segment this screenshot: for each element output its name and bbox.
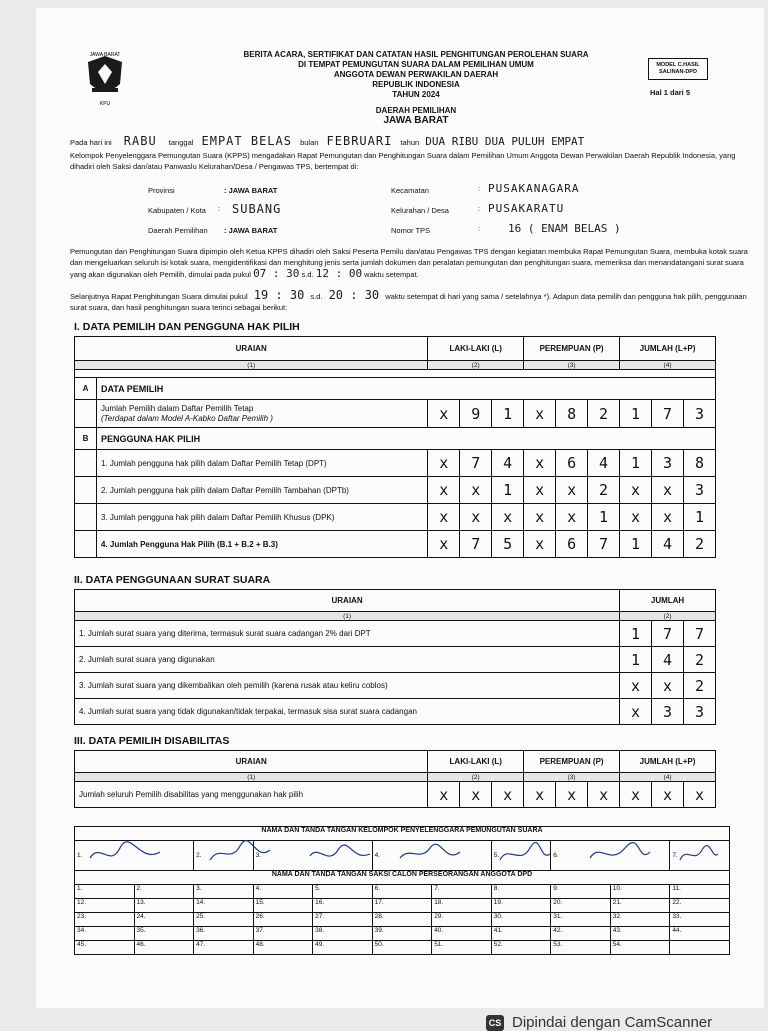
kpps-title: NAMA DAN TANDA TANGAN KELOMPOK PENYELENGGARA PEMUNGUTAN SUARA [75, 827, 730, 841]
table-row: 1. Jumlah pengguna hak pilih dalam Daftar Pemilih Tetap (DPT) x 7 4 x 6 4 1 3 8 [75, 450, 716, 477]
col-laki: LAKI-LAKI (L) [428, 337, 524, 361]
data-pemilih-heading: DATA PEMILIH [96, 378, 715, 400]
header-line: BERITA ACARA, SERTIFIKAT DAN CATATAN HASIL PENGHITUNGAN PEROLEHAN SUARA [243, 50, 589, 59]
model-box: MODEL C.HASIL SALINAN-DPD [648, 58, 708, 80]
time-paragraph: Pemungutan dan Penghitungan Suara dipimpin oleh Ketua KPPS dihadiri oleh Saksi Peserta Pemilu dan/atau Pengawas TPS dengan kegiatan membuka Rapat Pemungutan Suara, membuka kotak suara dan mengeluarkan seluruh isi kotak suara, mengidentifikasi dan menghitung jenis serta jumlah dokumen dan peralatan pemungutan dan penghitungan suara, memeriksa dan menandatangani surat suara yang akan digunakan oleh Pemilih, dimulai pada pukul 07 : 30 s.d. 12 : 00 waktu setempat. [70, 247, 748, 280]
saksi-row: 1. 2. 3. 4. 5. 6. 7. 8. 9. 10. 11. [75, 885, 730, 899]
start-time-1: 07 : 30 [253, 267, 300, 280]
kpu-logo [82, 50, 128, 108]
header-line: ANGGOTA DEWAN PERWAKILAN DAERAH [333, 70, 499, 79]
col-uraian: URAIAN [75, 337, 428, 361]
section-1-title: I. DATA PEMILIH DAN PENGGUNA HAK PILIH [74, 321, 300, 333]
camscanner-logo-icon: CS [486, 1015, 504, 1031]
col-jumlah: JUMLAH (L+P) [620, 337, 716, 361]
svg-text:KPU: KPU [99, 101, 111, 107]
year-value: DUA RIBU DUA PULUH EMPAT [425, 135, 585, 148]
section-2-title: II. DATA PENGGUNAAN SURAT SUARA [74, 574, 271, 586]
table-row: 4. Jumlah surat suara yang tidak digunakan/tidak terpakai, termasuk sisa surat suara cadangan x 3 3 [75, 699, 716, 725]
document-header [206, 50, 626, 126]
end-time-1: 12 : 00 [315, 267, 363, 280]
table-row: Jumlah seluruh Pemilih disabilitas yang menggunakan hak pilih x x x x x x x x x [75, 782, 716, 808]
kabupaten-value: SUBANG [232, 202, 282, 216]
kelurahan-value: PUSAKARATU [488, 202, 565, 215]
header-line: TAHUN 2024 [392, 90, 440, 99]
saksi-row: 45. 46. 47. 48. 49. 50. 51. 52. 53. 54. [75, 941, 730, 955]
document-page [36, 8, 764, 1008]
table-row: 4. Jumlah Pengguna Hak Pilih (B.1 + B.2 + B.3) x 7 5 x 6 7 1 4 2 [75, 531, 716, 558]
kpps-signatures-scribble [80, 838, 720, 870]
camscanner-watermark: CS Dipindai dengan CamScanner [486, 1014, 712, 1031]
section-3-table: URAIAN LAKI-LAKI (L) PEREMPUAN (P) JUMLAH (L+P) (1) (2) (3) (4) Jumlah seluruh Pemilih disabilitas yang menggunakan hak pilih x x x x x x x x x [74, 750, 716, 808]
table-row: 1. Jumlah surat suara yang diterima, termasuk surat suara cadangan 2% dari DPT 1 7 7 [75, 621, 716, 647]
table-row: Jumlah Pemilih dalam Daftar Pemilih Tetap (Terdapat dalam Model A-Kabko Daftar Pemilih ) x 9 1 x 8 2 1 7 3 [75, 400, 716, 428]
section-1-table: URAIAN LAKI-LAKI (L) PEREMPUAN (P) JUMLAH (L+P) (1) (2) (3) (4) A DATA PEMILIH Jumlah Pemilih dalam Daftar Pemilih Tetap (Terdapat dalam Model A-Kabko Daftar Pemilih ) x 9 1 x 8 2 1 7 3 B PENGGUNA HAK PILIH 1. Jumlah pengguna hak pilih dalam Daftar Pemilih Tetap (DPT) x 7 4 x 6 4 1 3 8 2. Jumlah pengguna hak pilih dalam Daftar Pemilih Tambahan (DPTb) x x 1 x x 2 x x 3 3. Jumlah pengguna hak pilih dalam Daftar Pemilih Khusus (DPK) x x x x x 1 x x 1 4. Jumlah Pengguna Hak Pilih (B.1 + B.2 + B.3) x 7 5 x 6 7 1 4 2 [74, 336, 716, 558]
region-label: DAERAH PEMILIHAN [375, 106, 457, 115]
intro-line: Pada hari ini RABU tanggal EMPAT BELAS bulan FEBRUARI tahun DUA RIBU DUA PULUH EMPAT [70, 134, 585, 148]
saksi-row: 34. 35. 36. 37. 38. 39. 40. 41. 42. 43. 44. [75, 927, 730, 941]
table-row: 2. Jumlah surat suara yang digunakan 1 4 2 [75, 647, 716, 673]
kecamatan-value: PUSAKANAGARA [488, 182, 580, 195]
col-perempuan: PEREMPUAN (P) [524, 337, 620, 361]
table-row: 2. Jumlah pengguna hak pilih dalam Daftar Pemilih Tambahan (DPTb) x x 1 x x 2 x x 3 [75, 477, 716, 504]
section-3-title: III. DATA PEMILIH DISABILITAS [74, 735, 230, 747]
pengguna-hak-pilih-heading: PENGGUNA HAK PILIH [96, 428, 715, 450]
kpps-signature-row: 1. 2. 3. 4. 5. 6. 7. [75, 841, 730, 871]
month-value: FEBRUARI [326, 134, 393, 148]
start-time-2: 19 : 30 [253, 288, 305, 302]
saksi-title: NAMA DAN TANDA TANGAN SAKSI CALON PERSEORANGAN ANGGOTA DPD [75, 871, 730, 885]
section-2-table: URAIAN JUMLAH (1) (2) 1. Jumlah surat suara yang diterima, termasuk surat suara cadangan 2% dari DPT 1 7 7 2. Jumlah surat suara yang digunakan 1 4 2 3. Jumlah surat suara yang dikembalikan oleh pemilih (karena rusak atau keliru coblos) x x 2 4. Jumlah surat suara yang tidak digunakan/tidak terpakai, termasuk sisa surat suara cadangan x 3 3 [74, 589, 716, 725]
day-value: RABU [123, 134, 157, 148]
header-line: DI TEMPAT PEMUNGUTAN SUARA DALAM PEMILIHAN UMUM [298, 60, 534, 69]
table-row: 3. Jumlah pengguna hak pilih dalam Daftar Pemilih Khusus (DPK) x x x x x 1 x x 1 [75, 504, 716, 531]
intro-paragraph: Kelompok Penyelenggara Pemungutan Suara (KPPS) mengadakan Rapat Pemungutan dan Penghitungan Suara dalam Pemilihan Umum Anggota Dewan Perwakilan Daerah Republik Indonesia, yang dihadiri oleh Saksi dan/atau Panwaslu Kelurahan/Desa / Pengawas TPS, bertempat di: [70, 151, 736, 171]
page-number: Hal 1 dari 5 [650, 88, 691, 97]
saksi-row: 23. 24. 25. 26. 27. 28. 29. 30. 31. 32. 33. [75, 913, 730, 927]
provinsi-value: : JAWA BARAT [224, 186, 278, 195]
region-name: JAWA BARAT [383, 115, 449, 126]
tps-value: 16 ( ENAM BELAS ) [508, 222, 621, 235]
end-time-2: 20 : 30 [328, 288, 380, 302]
saksi-row: 12. 13. 14. 15. 16. 17. 18. 19. 20. 21. 22. [75, 899, 730, 913]
location-block: Provinsi : JAWA BARAT Kabupaten / Kota : SUBANG Daerah Pemilihan : JAWA BARAT Kecamatan : PUSAKANAGARA Kelurahan / Desa : PUSAKARATU Nomor TPS : 16 ( ENAM BELAS ) [148, 182, 621, 235]
date-value: EMPAT BELAS [201, 134, 292, 148]
dapil-value: : JAWA BARAT [224, 226, 278, 235]
svg-text:JAWA BARAT: JAWA BARAT [89, 52, 121, 58]
table-row: 3. Jumlah surat suara yang dikembalikan oleh pemilih (karena rusak atau keliru coblos) x x 2 [75, 673, 716, 699]
time-paragraph-2: Selanjutnya Rapat Penghitungan Suara dimulai pukul 19 : 30 s.d. 20 : 30 waktu setempat di hari yang sama / setelahnya *). Adapun data pemilih dan pengguna hak pilih, penggunaan surat suara, dan hasil penghitungan suara terinci sebagai berikut: [70, 288, 747, 312]
header-line: REPUBLIK INDONESIA [372, 80, 460, 89]
